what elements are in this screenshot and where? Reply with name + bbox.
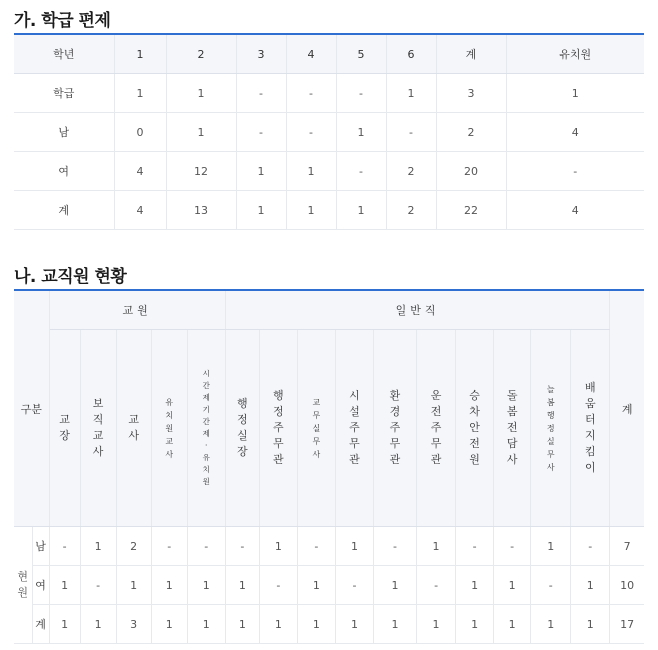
staff-status-table xyxy=(14,289,644,644)
table-cell: 3 xyxy=(436,74,506,113)
table-cell: 1 xyxy=(297,605,335,644)
header-cell: 4 xyxy=(286,34,336,74)
table-row xyxy=(14,566,644,605)
table-cell: 1 xyxy=(373,605,416,644)
corner-label: 구분 xyxy=(20,402,42,416)
position-label: 늘봄행정실무사 xyxy=(546,384,555,472)
header-cell: 2 xyxy=(166,34,236,74)
table-cell: - xyxy=(236,113,286,152)
header-cell: 5 xyxy=(336,34,386,74)
position-label: 행정실장 xyxy=(236,397,248,458)
table-row xyxy=(14,113,644,152)
class-organization-table xyxy=(14,33,644,230)
position-header xyxy=(297,330,335,527)
table-cell: 1 xyxy=(571,605,610,644)
table-cell: - xyxy=(286,113,336,152)
table-cell: 1 xyxy=(456,605,494,644)
position-label: 교사 xyxy=(128,413,139,442)
position-header xyxy=(531,330,571,527)
table-cell: - xyxy=(336,152,386,191)
table-cell: 0 xyxy=(114,113,166,152)
header-cell: 1 xyxy=(114,34,166,74)
table-cell: - xyxy=(336,74,386,113)
position-label: 돌봄전담사 xyxy=(506,389,518,466)
header-cell: 유치원 xyxy=(506,34,644,74)
table-cell: - xyxy=(225,527,259,566)
row-header-cell: 남 xyxy=(14,113,114,152)
table-cell: 1 xyxy=(335,605,373,644)
table-cell: 1 xyxy=(494,605,531,644)
table-cell: 1 xyxy=(417,527,456,566)
position-header xyxy=(259,330,297,527)
table-cell: 1 xyxy=(166,113,236,152)
table-cell: - xyxy=(335,566,373,605)
table-row xyxy=(14,605,644,644)
table-cell: 1 xyxy=(259,605,297,644)
table-cell: 1 xyxy=(571,566,610,605)
position-header xyxy=(187,330,225,527)
table-cell: 2 xyxy=(386,191,436,230)
table-cell: - xyxy=(506,152,644,191)
position-label: 운전주무관 xyxy=(430,389,442,466)
table-row xyxy=(14,74,644,113)
table-cell: - xyxy=(531,566,571,605)
row-group-label: 현원 xyxy=(17,570,29,599)
table-cell: 10 xyxy=(610,566,644,605)
table-cell: - xyxy=(80,566,116,605)
position-header xyxy=(225,330,259,527)
table-cell: 1 xyxy=(373,566,416,605)
table-cell: 1 xyxy=(259,527,297,566)
table-row xyxy=(14,527,644,566)
table-cell: - xyxy=(456,527,494,566)
table-cell: - xyxy=(286,74,336,113)
table-cell: 1 xyxy=(336,113,386,152)
table-cell: 1 xyxy=(531,527,571,566)
position-header xyxy=(80,330,116,527)
table-cell: 1 xyxy=(187,605,225,644)
row-header-cell: 학급 xyxy=(14,74,114,113)
header-cell: 계 xyxy=(436,34,506,74)
table-cell: 1 xyxy=(236,191,286,230)
position-label: 시간제기간제·유치원 xyxy=(202,369,210,486)
table-cell: - xyxy=(494,527,531,566)
table-cell: 1 xyxy=(236,152,286,191)
table-cell: - xyxy=(417,566,456,605)
table-cell: - xyxy=(373,527,416,566)
position-header xyxy=(494,330,531,527)
group-header-row xyxy=(14,290,644,330)
table-cell: 1 xyxy=(297,566,335,605)
section1-title: 가. 학급 편제 xyxy=(14,11,111,31)
table-cell: 4 xyxy=(506,191,644,230)
table-cell: 4 xyxy=(506,113,644,152)
table-cell: 1 xyxy=(151,605,187,644)
section2-title: 나. 교직원 현황 xyxy=(14,267,127,287)
position-header-row xyxy=(14,330,644,527)
position-header xyxy=(373,330,416,527)
table-cell: 1 xyxy=(456,566,494,605)
table-cell: 12 xyxy=(166,152,236,191)
row-header-cell: 남 xyxy=(32,527,49,566)
table-cell: 1 xyxy=(417,605,456,644)
table-cell: 1 xyxy=(49,605,80,644)
table-cell: 1 xyxy=(286,191,336,230)
table-cell: 1 xyxy=(531,605,571,644)
position-header xyxy=(116,330,151,527)
table-cell: 1 xyxy=(335,527,373,566)
position-header xyxy=(571,330,610,527)
position-label: 시설주무관 xyxy=(349,389,360,466)
position-label: 행정주무관 xyxy=(273,389,284,466)
position-header xyxy=(456,330,494,527)
table-cell: 3 xyxy=(116,605,151,644)
row-header-cell: 계 xyxy=(32,605,49,644)
row-header-cell: 여 xyxy=(32,566,49,605)
position-label: 교무실무사 xyxy=(312,397,321,459)
row-header-cell: 계 xyxy=(14,191,114,230)
table-cell: 1 xyxy=(225,566,259,605)
row-group-cell xyxy=(14,527,32,644)
corner-cell xyxy=(14,290,49,527)
table-cell: 2 xyxy=(116,527,151,566)
table-cell: - xyxy=(571,527,610,566)
table-cell: 13 xyxy=(166,191,236,230)
position-label: 배움터지킴이 xyxy=(584,381,596,474)
group-teachers: 교원 xyxy=(49,290,225,330)
table-cell: 2 xyxy=(386,152,436,191)
table-cell: 2 xyxy=(436,113,506,152)
position-header xyxy=(151,330,187,527)
table-cell: - xyxy=(187,527,225,566)
table-cell: 4 xyxy=(114,152,166,191)
table-cell: 1 xyxy=(336,191,386,230)
table-cell: - xyxy=(297,527,335,566)
header-cell: 6 xyxy=(386,34,436,74)
position-label: 승차안전원 xyxy=(469,389,480,466)
table-cell: - xyxy=(49,527,80,566)
position-header xyxy=(335,330,373,527)
table-cell: 1 xyxy=(187,566,225,605)
table-cell: 1 xyxy=(114,74,166,113)
header-cell: 3 xyxy=(236,34,286,74)
table-cell: 20 xyxy=(436,152,506,191)
table-row xyxy=(14,152,644,191)
table-cell: 7 xyxy=(610,527,644,566)
position-header xyxy=(417,330,456,527)
table-row xyxy=(14,191,644,230)
position-label: 보직교사 xyxy=(92,397,104,458)
table-cell: 1 xyxy=(506,74,644,113)
table-cell: 1 xyxy=(80,527,116,566)
table-cell: 4 xyxy=(114,191,166,230)
table-cell: 1 xyxy=(151,566,187,605)
header-cell: 학년 xyxy=(14,34,114,74)
table-cell: - xyxy=(386,113,436,152)
position-label: 교장 xyxy=(59,413,70,442)
table-cell: 1 xyxy=(386,74,436,113)
table-cell: - xyxy=(151,527,187,566)
position-label: 환경주무관 xyxy=(389,389,401,466)
table-cell: 17 xyxy=(610,605,644,644)
total-header: 계 xyxy=(610,290,644,527)
position-label: 유치원교사 xyxy=(165,397,174,459)
table-cell: 1 xyxy=(225,605,259,644)
position-header xyxy=(49,330,80,527)
table-cell: 1 xyxy=(166,74,236,113)
table-cell: 1 xyxy=(80,605,116,644)
table-header-row xyxy=(14,34,644,74)
table-cell: 1 xyxy=(494,566,531,605)
table-cell: 1 xyxy=(116,566,151,605)
table-cell: - xyxy=(236,74,286,113)
table-cell: 1 xyxy=(286,152,336,191)
group-general: 일반직 xyxy=(225,290,610,330)
table-cell: 1 xyxy=(49,566,80,605)
row-header-cell: 여 xyxy=(14,152,114,191)
table-cell: - xyxy=(259,566,297,605)
table-cell: 22 xyxy=(436,191,506,230)
